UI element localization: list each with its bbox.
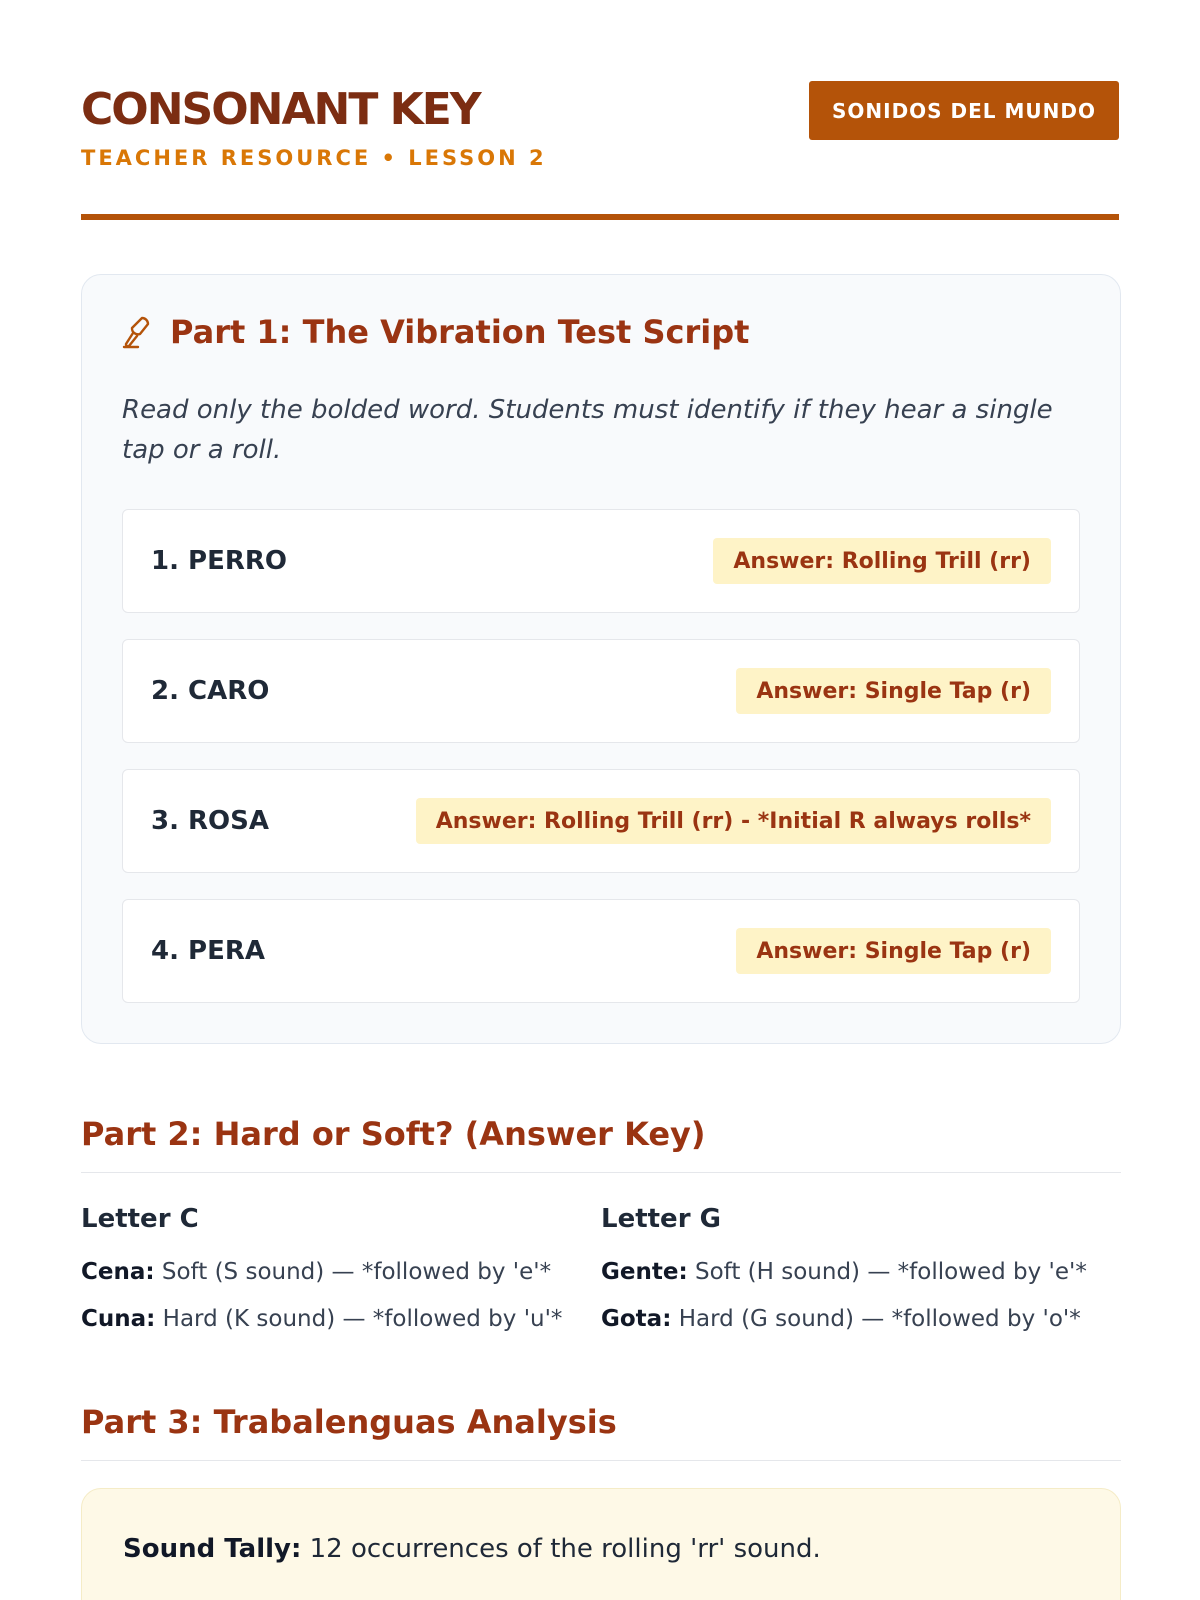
brand-button[interactable]: SONIDOS DEL MUNDO — [809, 81, 1119, 140]
letter-g-column — [601, 1201, 1121, 1343]
answer-badge: Answer: Single Tap (r) — [736, 668, 1051, 714]
page-subtitle: TEACHER RESOURCE • LESSON 2 — [81, 146, 547, 170]
list-item — [122, 899, 1080, 1003]
key-term: Cena: — [81, 1259, 155, 1285]
letter-c-column — [81, 1201, 601, 1343]
part2-columns — [81, 1201, 1121, 1343]
key-term: Gota: — [601, 1306, 672, 1332]
column-title: Letter C — [81, 1204, 199, 1234]
header-divider — [81, 214, 1119, 220]
part3-divider — [81, 1460, 1121, 1461]
column-title: Letter G — [601, 1204, 721, 1234]
tally-text: 12 occurrences of the rolling 'rr' sound. — [301, 1534, 821, 1564]
item-word: 4. PERA — [151, 936, 265, 966]
key-text: Hard (K sound) — *followed by 'u'* — [155, 1306, 563, 1332]
part2-divider — [81, 1172, 1121, 1173]
part1-heading-text: Part 1: The Vibration Test Script — [170, 313, 750, 351]
part2-section — [81, 1112, 1121, 1343]
item-word: 1. PERRO — [151, 546, 287, 576]
header — [81, 0, 1119, 222]
list-item — [122, 639, 1080, 743]
page-title: CONSONANT KEY — [81, 84, 480, 135]
key-line — [81, 1296, 601, 1343]
list-item — [122, 509, 1080, 613]
tally-label: Sound Tally: — [123, 1534, 302, 1564]
key-text: Soft (S sound) — *followed by 'e'* — [154, 1259, 552, 1285]
tally-box — [81, 1488, 1121, 1600]
key-text: Hard (G sound) — *followed by 'o'* — [671, 1306, 1081, 1332]
part1-heading-wrap — [122, 312, 749, 352]
sound-tally — [123, 1529, 1079, 1569]
part1-instructions: Read only the bolded word. Students must identify if they hear a single tap or a roll. — [122, 395, 1053, 465]
key-term: Gente: — [601, 1259, 688, 1285]
part2-heading: Part 2: Hard or Soft? (Answer Key) — [81, 1115, 706, 1153]
part3-section — [81, 1400, 1121, 1461]
answer-badge: Answer: Rolling Trill (rr) — [713, 538, 1051, 584]
key-line — [601, 1249, 1121, 1296]
list-item — [122, 769, 1080, 873]
item-word: 2. CARO — [151, 676, 270, 706]
answer-badge: Answer: Single Tap (r) — [736, 928, 1051, 974]
part3-heading: Part 3: Trabalenguas Analysis — [81, 1403, 617, 1441]
key-line — [81, 1249, 601, 1296]
microphone-icon — [122, 315, 152, 349]
item-word: 3. ROSA — [151, 806, 269, 836]
key-line — [601, 1296, 1121, 1343]
part1-heading — [122, 312, 749, 352]
key-text: Soft (H sound) — *followed by 'e'* — [687, 1259, 1087, 1285]
answer-badge: Answer: Rolling Trill (rr) - *Initial R always rolls* — [416, 798, 1051, 844]
key-term: Cuna: — [81, 1306, 156, 1332]
